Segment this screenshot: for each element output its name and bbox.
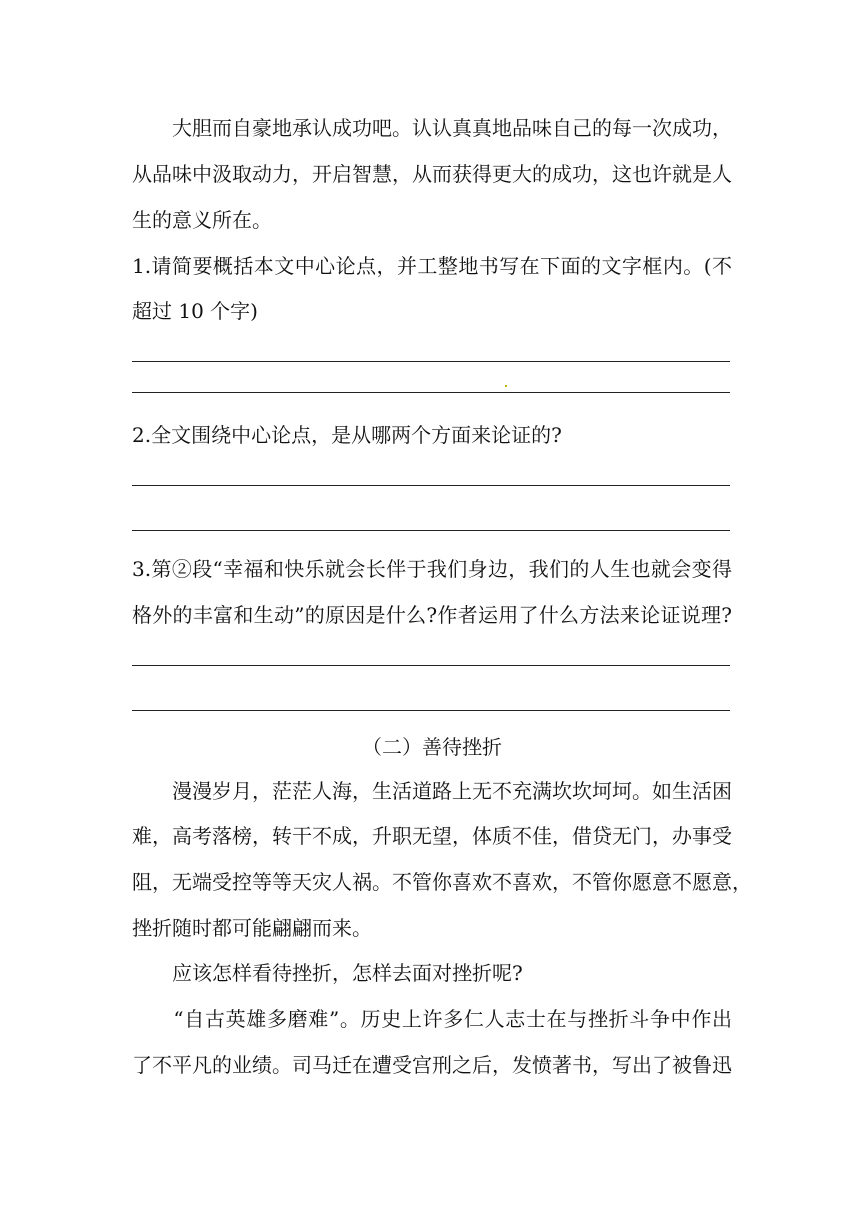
paragraph-setback-line: 漫漫岁月，茫茫人海，生活道路上无不充满坎坎坷坷。如生活困 (132, 779, 732, 803)
answer-line[interactable] (132, 530, 730, 531)
answer-line[interactable] (132, 485, 730, 486)
stray-mark (505, 385, 507, 387)
paragraph-setback-line: 挫折随时都可能翩翩而来。 (132, 916, 372, 940)
question-1-text: 1.请简要概括本文中心论点，并工整地书写在下面的文字框内。(不 (132, 254, 732, 278)
answer-line[interactable] (132, 361, 730, 362)
paragraph-success-line: 大胆而自豪地承认成功吧。认认真真地品味自己的每一次成功， (132, 116, 732, 140)
question-3-text: 3.第②段“幸福和快乐就会长伴于我们身边，我们的人生也就会变得 (132, 557, 732, 581)
answer-line[interactable] (132, 665, 730, 666)
paragraph-setback-line: 阻，无端受控等等天灾人祸。不管你喜欢不喜欢，不管你愿意不愿意， (132, 870, 752, 894)
question-2-text: 2.全文围绕中心论点，是从哪两个方面来论证的? (132, 423, 562, 447)
paragraph-how-line: 应该怎样看待挫折，怎样去面对挫折呢? (132, 961, 523, 985)
paragraph-heroes-line: “自古英雄多磨难”。历史上许多仁人志士在与挫折斗争中作出 (132, 1007, 732, 1031)
paragraph-heroes-line: 了不平凡的业绩。司马迁在遭受宫刑之后，发愤著书，写出了被鲁迅 (132, 1053, 732, 1077)
answer-line[interactable] (132, 710, 730, 711)
paragraph-success-line: 生的意义所在。 (132, 208, 272, 232)
paragraph-setback-line: 难，高考落榜，转干不成，升职无望，体质不佳，借贷无门，办事受 (132, 824, 732, 848)
question-1-text: 超过 10 个字) (132, 299, 258, 323)
section-title: （二）善待挫折 (362, 735, 502, 759)
answer-line[interactable] (132, 392, 730, 393)
paragraph-success-line: 从品味中汲取动力，开启智慧，从而获得更大的成功，这也许就是人 (132, 162, 732, 186)
question-3-text: 格外的丰富和生动”的原因是什么?作者运用了什么方法来论证说理? (132, 603, 732, 627)
